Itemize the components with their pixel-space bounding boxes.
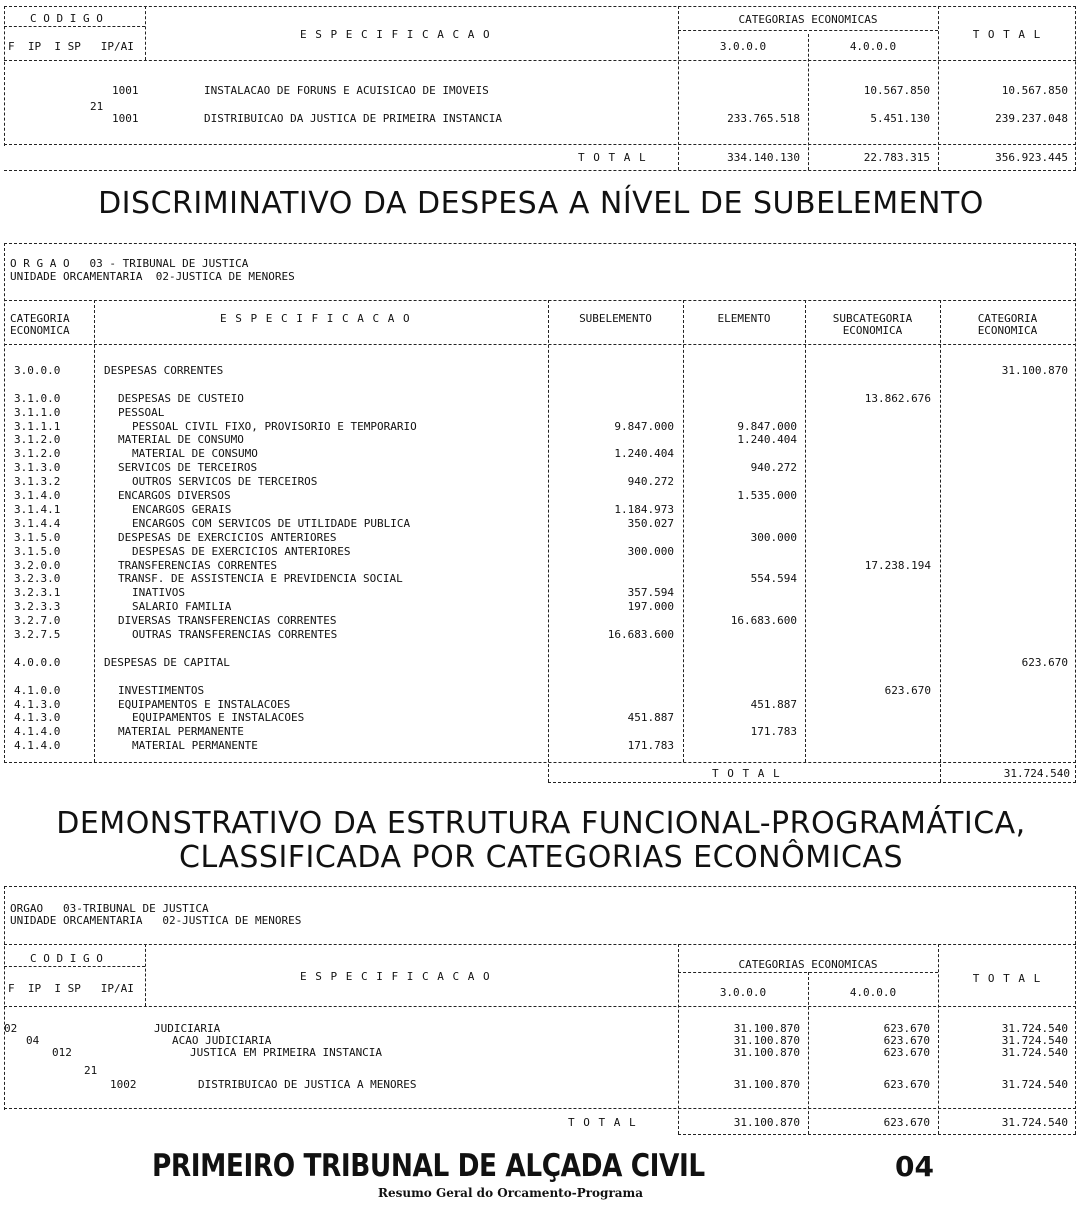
- code-columns-header: F IP I SP IP/AI: [8, 982, 134, 995]
- total-label: T O T A L: [568, 1116, 637, 1129]
- page-number: 04: [895, 1150, 934, 1183]
- row-description: DESPESAS DE CAPITAL: [104, 656, 230, 669]
- row-subcategoria: 17.238.194: [864, 559, 931, 572]
- row-code: 3.1.3.2: [14, 475, 61, 488]
- categorias-header: CATEGORIAS ECONOMICAS: [738, 13, 878, 26]
- row-code: 04: [26, 1034, 40, 1047]
- row-subcategoria: 13.862.676: [864, 392, 931, 405]
- orgao-line: ORGAO 03-TRIBUNAL DE JUSTICA: [10, 902, 209, 915]
- row-description: TRANSFERENCIAS CORRENTES: [118, 559, 277, 572]
- row-value-4000: 623.670: [883, 1078, 930, 1091]
- row-code: 3.2.3.0: [14, 572, 61, 585]
- col-subcategoria-2: ECONOMICA: [842, 324, 903, 337]
- row-description: ENCARGOS COM SERVICOS DE UTILIDADE PUBLICA: [132, 517, 411, 530]
- row-code: 012: [52, 1046, 72, 1059]
- row-description: SALARIO FAMILIA: [132, 600, 232, 613]
- row-total: 10.567.850: [1001, 84, 1068, 97]
- total-label: T O T A L: [712, 767, 781, 780]
- row-value-3000: 31.100.870: [733, 1022, 800, 1035]
- row-code: 3.1.2.0: [14, 433, 61, 446]
- row-subelemento: 9.847.000: [614, 420, 674, 433]
- row-value-3000: 233.765.518: [727, 112, 800, 125]
- total-3000: 334.140.130: [727, 151, 800, 164]
- row-sp: 21: [84, 1064, 98, 1077]
- codigo-header: C O D I G O: [30, 952, 103, 965]
- row-code: 3.1.1.1: [14, 420, 61, 433]
- code-columns-header: F IP I SP IP/AI: [8, 40, 134, 53]
- row-code: 4.0.0.0: [14, 656, 61, 669]
- row-code: 3.1.2.0: [14, 447, 61, 460]
- row-description: SERVICOS DE TERCEIROS: [118, 461, 258, 474]
- cat-3000-header: 3.0.0.0: [719, 40, 767, 53]
- row-description: INSTALACAO DE FORUNS E ACUISICAO DE IMOVEIS: [204, 84, 489, 97]
- total-header: T O T A L: [972, 972, 1042, 985]
- row-description: TRANSF. DE ASSISTENCIA E PREVIDENCIA SOCIAL: [118, 572, 403, 585]
- total-label: T O T A L: [578, 151, 647, 164]
- row-value-3000: 31.100.870: [733, 1034, 800, 1047]
- row-elemento: 1.535.000: [737, 489, 797, 502]
- row-description: DESPESAS DE EXERCICIOS ANTERIORES: [132, 545, 351, 558]
- row-description: DESPESAS DE CUSTEIO: [118, 392, 244, 405]
- row-code: 4.1.3.0: [14, 698, 61, 711]
- row-code: 1001: [112, 84, 139, 97]
- row-subelemento: 357.594: [627, 586, 674, 599]
- row-description: MATERIAL PERMANENTE: [118, 725, 244, 738]
- total-3000: 31.100.870: [733, 1116, 800, 1129]
- categorias-header: CATEGORIAS ECONOMICAS: [738, 958, 878, 971]
- grand-total: 31.724.540: [1001, 1116, 1068, 1129]
- row-elemento: 451.887: [750, 698, 797, 711]
- row-subelemento: 1.240.404: [614, 447, 674, 460]
- grand-total: 31.724.540: [1003, 767, 1070, 780]
- row-elemento: 940.272: [750, 461, 797, 474]
- codigo-header: C O D I G O: [30, 12, 103, 25]
- row-description: ACAO JUDICIARIA: [172, 1034, 272, 1047]
- cat-4000-header: 4.0.0.0: [849, 986, 897, 999]
- row-code: 4.1.0.0: [14, 684, 61, 697]
- row-description: MATERIAL PERMANENTE: [132, 739, 258, 752]
- row-code: 3.1.1.0: [14, 406, 61, 419]
- orgao-line: O R G A O 03 - TRIBUNAL DE JUSTICA: [10, 257, 249, 270]
- row-elemento: 1.240.404: [737, 433, 797, 446]
- row-code: 3.2.3.1: [14, 586, 61, 599]
- row-description: DESPESAS CORRENTES: [104, 364, 224, 377]
- row-code: 3.0.0.0: [14, 364, 61, 377]
- row-elemento: 171.783: [750, 725, 797, 738]
- row-categoria: 623.670: [1021, 656, 1068, 669]
- row-description: MATERIAL DE CONSUMO: [118, 433, 244, 446]
- row-total: 31.724.540: [1001, 1046, 1068, 1059]
- row-subelemento: 940.272: [627, 475, 674, 488]
- row-sp: 21: [90, 100, 104, 113]
- row-code: 3.2.7.0: [14, 614, 61, 627]
- row-code: 3.2.3.3: [14, 600, 61, 613]
- total-4000: 623.670: [883, 1116, 930, 1129]
- col-subelemento: SUBELEMENTO: [579, 312, 652, 325]
- row-description: DISTRIBUICAO DE JUSTICA A MENORES: [198, 1078, 417, 1091]
- row-description: DISTRIBUICAO DA JUSTICA DE PRIMEIRA INSTANCIA: [204, 112, 503, 125]
- row-code: 3.1.3.0: [14, 461, 61, 474]
- row-code: 1002: [110, 1078, 137, 1091]
- row-elemento: 16.683.600: [730, 614, 797, 627]
- row-description: INVESTIMENTOS: [118, 684, 205, 697]
- row-code: 3.1.0.0: [14, 392, 61, 405]
- row-code: 02: [4, 1022, 18, 1035]
- footer-title: PRIMEIRO TRIBUNAL DE ALÇADA CIVIL: [152, 1148, 705, 1184]
- row-subelemento: 451.887: [627, 711, 674, 724]
- row-total: 31.724.540: [1001, 1078, 1068, 1091]
- row-description: PESSOAL: [118, 406, 165, 419]
- section-heading-discriminativo: DISCRIMINATIVO DA DESPESA A NÍVEL DE SUBELEMENTO: [98, 186, 984, 221]
- col-categoria-economica-2: ECONOMICA: [977, 324, 1038, 337]
- row-subelemento: 171.783: [627, 739, 674, 752]
- row-description: JUSTICA EM PRIMEIRA INSTANCIA: [190, 1046, 383, 1059]
- row-subcategoria: 623.670: [884, 684, 931, 697]
- col-subcategoria: SUBCATEGORIA: [832, 312, 913, 325]
- row-description: MATERIAL DE CONSUMO: [132, 447, 258, 460]
- row-description: INATIVOS: [132, 586, 185, 599]
- row-value-4000: 5.451.130: [870, 112, 930, 125]
- row-description: DESPESAS DE EXERCICIOS ANTERIORES: [118, 531, 337, 544]
- cat-3000-header: 3.0.0.0: [719, 986, 767, 999]
- row-code: 3.1.4.4: [14, 517, 61, 530]
- row-description: OUTROS SERVICOS DE TERCEIROS: [132, 475, 318, 488]
- col-especificacao: E S P E C I F I C A C A O: [220, 312, 411, 325]
- total-header: T O T A L: [972, 28, 1042, 41]
- row-description: EQUIPAMENTOS E INSTALACOES: [132, 711, 305, 724]
- row-subelemento: 16.683.600: [607, 628, 674, 641]
- col-categoria-economica: CATEGORIA: [977, 312, 1038, 325]
- col-categoria-2: ECONOMICA: [10, 324, 70, 337]
- unidade-line: UNIDADE ORCAMENTARIA 02-JUSTICA DE MENORES: [10, 270, 295, 283]
- grand-total: 356.923.445: [995, 151, 1068, 164]
- row-description: EQUIPAMENTOS E INSTALACOES: [118, 698, 291, 711]
- footer-subtitle: Resumo Geral do Orcamento-Programa: [378, 1186, 644, 1200]
- row-elemento: 300.000: [750, 531, 797, 544]
- row-code: 3.1.4.0: [14, 489, 61, 502]
- row-code: 3.1.5.0: [14, 531, 61, 544]
- row-value-4000: 623.670: [883, 1022, 930, 1035]
- row-subelemento: 197.000: [627, 600, 674, 613]
- row-elemento: 9.847.000: [737, 420, 797, 433]
- unidade-line: UNIDADE ORCAMENTARIA 02-JUSTICA DE MENORES: [10, 914, 302, 927]
- row-value-3000: 31.100.870: [733, 1046, 800, 1059]
- row-subelemento: 300.000: [627, 545, 674, 558]
- cat-4000-header: 4.0.0.0: [849, 40, 897, 53]
- row-description: ENCARGOS GERAIS: [132, 503, 232, 516]
- row-description: PESSOAL CIVIL FIXO, PROVISORIO E TEMPORARIO: [132, 420, 417, 433]
- col-categoria: CATEGORIA: [10, 312, 70, 325]
- total-4000: 22.783.315: [863, 151, 930, 164]
- row-value-4000: 10.567.850: [863, 84, 930, 97]
- row-elemento: 554.594: [750, 572, 797, 585]
- especificacao-header: E S P E C I F I C A C A O: [300, 28, 491, 41]
- section-heading-demonstrativo-2: CLASSIFICADA POR CATEGORIAS ECONÔMICAS: [179, 840, 903, 875]
- especificacao-header: E S P E C I F I C A C A O: [300, 970, 491, 983]
- row-code: 4.1.4.0: [14, 725, 61, 738]
- col-elemento: ELEMENTO: [717, 312, 771, 325]
- row-subelemento: 350.027: [627, 517, 674, 530]
- row-code: 4.1.4.0: [14, 739, 61, 752]
- row-total: 239.237.048: [995, 112, 1068, 125]
- row-code: 3.2.0.0: [14, 559, 61, 572]
- row-description: ENCARGOS DIVERSOS: [118, 489, 231, 502]
- row-description: OUTRAS TRANSFERENCIAS CORRENTES: [132, 628, 338, 641]
- section-heading-demonstrativo: DEMONSTRATIVO DA ESTRUTURA FUNCIONAL-PROGRAMÁTICA,: [56, 806, 1026, 841]
- row-value-3000: 31.100.870: [733, 1078, 800, 1091]
- row-subelemento: 1.184.973: [614, 503, 674, 516]
- row-code: 4.1.3.0: [14, 711, 61, 724]
- row-code: 3.1.5.0: [14, 545, 61, 558]
- row-code: 1001: [112, 112, 139, 125]
- row-value-4000: 623.670: [883, 1046, 930, 1059]
- row-total: 31.724.540: [1001, 1022, 1068, 1035]
- row-total: 31.724.540: [1001, 1034, 1068, 1047]
- row-description: DIVERSAS TRANSFERENCIAS CORRENTES: [118, 614, 337, 627]
- row-value-4000: 623.670: [883, 1034, 930, 1047]
- row-code: 3.2.7.5: [14, 628, 61, 641]
- row-code: 3.1.4.1: [14, 503, 61, 516]
- row-description: JUDICIARIA: [154, 1022, 221, 1035]
- row-categoria: 31.100.870: [1001, 364, 1068, 377]
